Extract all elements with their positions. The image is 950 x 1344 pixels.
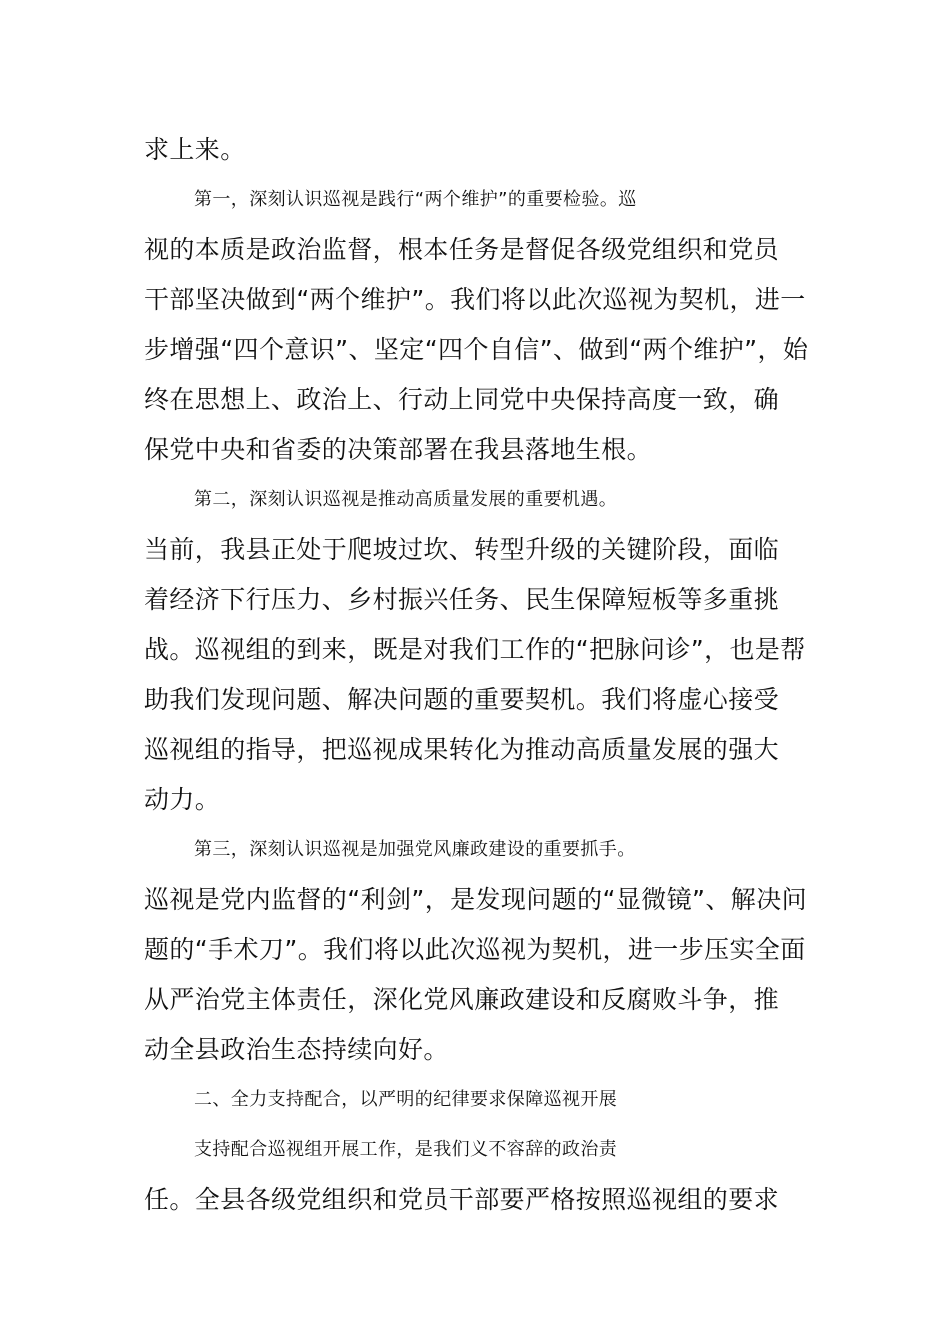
text-line: 着经济下行压力、乡村振兴任务、民生保障短板等多重挑 (144, 585, 780, 614)
text-line: 题的“手术刀”。我们将以此次巡视为契机，进一步压实全面 (144, 935, 806, 964)
text-line: 干部坚决做到“两个维护”。我们将以此次巡视为契机，进一 (144, 285, 806, 314)
text-line: 从严治党主体责任，深化党风廉政建设和反腐败斗争，推 (144, 985, 780, 1014)
text-line: 第三，深刻认识巡视是加强党风廉政建设的重要抓手。 (194, 839, 636, 860)
text-line: 巡视是党内监督的“利剑”，是发现问题的“显微镜”、解决问 (144, 885, 808, 914)
text-line: 战。巡视组的到来，既是对我们工作的“把脉问诊”，也是帮 (144, 635, 806, 664)
text-line: 视的本质是政治监督，根本任务是督促各级党组织和党员 (144, 235, 780, 264)
text-line: 动力。 (144, 785, 221, 814)
text-line: 第一，深刻认识巡视是践行“两个维护”的重要检验。巡 (194, 189, 637, 210)
text-line: 巡视组的指导，把巡视成果转化为推动高质量发展的强大 (144, 735, 780, 764)
text-line: 保党中央和省委的决策部署在我县落地生根。 (144, 435, 653, 464)
text-line: 助我们发现问题、解决问题的重要契机。我们将虚心接受 (144, 685, 780, 714)
text-line: 步增强“四个意识”、坚定“四个自信”、做到“两个维护”，始 (144, 335, 809, 364)
text-line: 支持配合巡视组开展工作，是我们义不容辞的政治责 (194, 1139, 618, 1160)
text-line: 终在思想上、政治上、行动上同党中央保持高度一致，确 (144, 385, 780, 414)
text-line: 任。全县各级党组织和党员干部要严格按照巡视组的要求 (144, 1185, 780, 1214)
text-line: 第二，深刻认识巡视是推动高质量发展的重要机遇。 (194, 489, 618, 510)
text-line: 求上来。 (144, 135, 246, 164)
section-heading: 二、全力支持配合，以严明的纪律要求保障巡视开展 (194, 1089, 618, 1110)
text-line: 当前，我县正处于爬坡过坎、转型升级的关键阶段，面临 (144, 535, 780, 564)
text-line: 动全县政治生态持续向好。 (144, 1035, 449, 1064)
